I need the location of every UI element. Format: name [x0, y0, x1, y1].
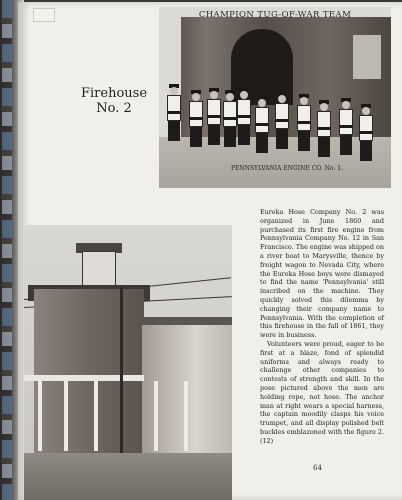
balcony	[24, 375, 144, 381]
photo-caption: CHAMPION TUG-OF-WAR TEAM	[198, 10, 352, 20]
utility-pole	[120, 287, 123, 462]
page-title-line-1: Firehouse	[80, 86, 148, 101]
paragraph: Eureka Hose Company No. 2 was organized in June 1860 and purchased its first fire engine from Pennsylvania Company No. 12 in San Francisco. The engine was shipped on a river boat to Marysville, thence by freight wagon to Nevada City, where the Eureka Hose boys were dismayed to find the name 'Pennsylvania' still inscribed on the machine. They quickly solved this dilemma by changing their company name to Pennsylvania. With the completion of this firehouse in the fall of 1861, they were in business.	[260, 208, 384, 340]
page-title	[64, 86, 164, 116]
adjacent-pages	[2, 0, 12, 500]
photo-inscription: PENNSYLVANIA ENGINE CO. No. 1.	[231, 165, 343, 172]
page-title-line-2: No. 2	[96, 101, 132, 116]
porch-column	[64, 381, 68, 451]
porch-column	[38, 381, 42, 451]
porch-column	[184, 381, 188, 451]
firehouse-exterior-photo	[24, 225, 232, 500]
firehouse-building	[34, 289, 144, 454]
page-tab	[33, 8, 55, 22]
porch-column	[154, 381, 158, 451]
porch-column	[94, 381, 98, 451]
tug-of-war-team-photo	[159, 7, 391, 188]
page-number: 64	[313, 464, 322, 472]
article-text	[260, 208, 384, 446]
paragraph: Volunteers were proud, eager to be first at a blaze, fond of splendid uniforms and always ready to challenge other companies to contests of strength and skill. In the pose pictured above the men are holding rope, not hose. The anchor man at right wears a special harness, the captain moodily clasps his voice trumpet, and all display polished belt buckles emblazoned with the figure 2. (12)	[260, 339, 384, 445]
firehouse-window	[353, 35, 381, 79]
street	[24, 453, 232, 500]
